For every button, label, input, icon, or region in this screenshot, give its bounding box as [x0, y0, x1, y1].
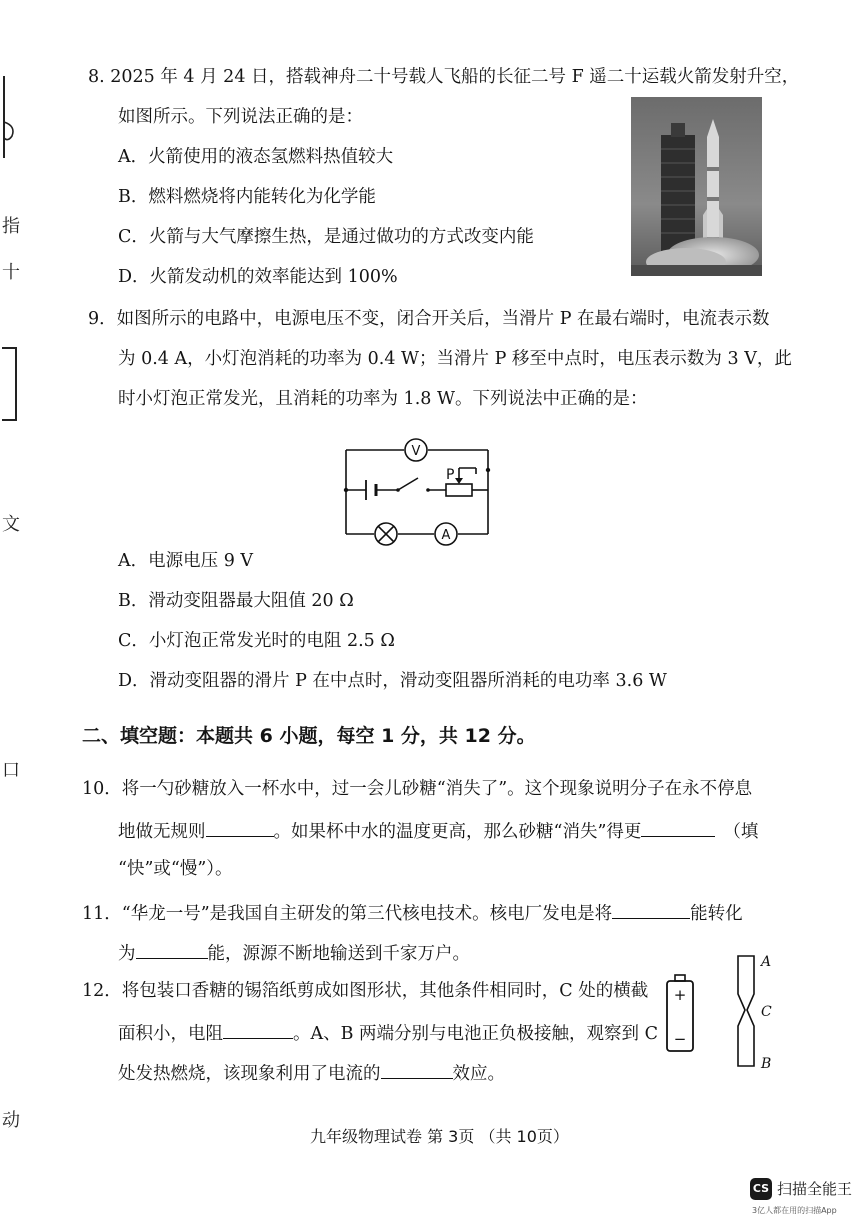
q9-line1: 9．如图所示的电路中，电源电压不变，闭合开关后，当滑片 P 在最右端时，电流表示数: [88, 309, 770, 329]
q10-blank-1[interactable]: [206, 818, 274, 837]
scanner-brand: 扫描全能王: [777, 1180, 853, 1198]
battery-minus-sign: −: [673, 1030, 687, 1048]
q12-line1: 12．将包装口香糖的锡箔纸剪成如图形状，其他条件相同时，C 处的横截: [82, 981, 649, 1001]
q9-line2: 为 0.4 A，小灯泡消耗的功率为 0.4 W；当滑片 P 移至中点时，电压表示数为 3 V，此: [118, 349, 792, 369]
q11-line1-part1: 11．“华龙一号”是我国自主研发的第三代核电技术。核电厂发电是将: [82, 904, 613, 924]
q12-line3: [118, 1060, 505, 1085]
q10-line2-part1: 地做无规则: [118, 822, 206, 842]
q9-option-c: C．小灯泡正常发光时的电阻 2.5 Ω: [118, 631, 395, 651]
scanner-tagline: 3亿人都在用的扫描App: [752, 1206, 837, 1215]
rocket-launch-photo: [631, 97, 762, 276]
q10-line2-part2: 。如果杯中水的温度更高，那么砂糖“消失”得更: [273, 822, 642, 842]
circuit-diagram: [336, 432, 502, 550]
q11-line1: [82, 900, 743, 925]
q8-option-d: D．火箭发动机的效率能达到 100%: [118, 267, 398, 287]
margin-char-4: 口: [2, 760, 20, 781]
ammeter-label: A: [441, 528, 451, 543]
slider-label: P: [446, 467, 455, 483]
foil-label-c: C: [761, 1004, 772, 1020]
foil-label-a: A: [761, 954, 772, 970]
q8-option-c: C．火箭与大气摩擦生热，是通过做功的方式改变内能: [118, 227, 534, 247]
q10-blank-2[interactable]: [641, 818, 715, 837]
q10-line2-part3: （填: [723, 822, 759, 842]
q12-blank-1[interactable]: [223, 1020, 293, 1039]
margin-bracket: [0, 346, 20, 422]
q8-line1: 8. 2025 年 4 月 24 日，搭载神舟二十号载人飞船的长征二号 F 遥二十运载火箭发射升空，: [88, 67, 800, 87]
foil-label-b: B: [761, 1056, 772, 1072]
q8-option-b: B．燃料燃烧将内能转化为化学能: [118, 187, 376, 207]
foil-diagram: [732, 950, 780, 1072]
q9-option-a: A．电源电压 9 V: [118, 551, 254, 571]
q11-blank-1[interactable]: [612, 900, 690, 919]
voltmeter-label: V: [411, 444, 421, 459]
q11-line1-part2: 能转化: [690, 904, 743, 924]
battery-diagram: [664, 974, 696, 1054]
margin-char-3: 文: [2, 514, 20, 535]
q10-line3: “快”或“慢”）。: [118, 859, 233, 879]
q11-line2-part2: 能，源源不断地输送到千家万户。: [207, 944, 470, 964]
margin-char-2: 十: [2, 262, 20, 283]
q10-line2: [118, 818, 758, 843]
q12-line3-part1: 处发热燃烧，该现象利用了电流的: [118, 1064, 381, 1084]
q12-blank-2[interactable]: [381, 1060, 453, 1079]
q11-line2-part1: 为: [118, 944, 136, 964]
q9-line3: 时小灯泡正常发光，且消耗的功率为 1.8 W。下列说法中正确的是：: [118, 389, 648, 409]
q9-option-b: B．滑动变阻器最大阻值 20 Ω: [118, 591, 354, 611]
section-2-title: 二、填空题：本题共 6 小题，每空 1 分，共 12 分。: [82, 725, 536, 747]
q8-option-a: A．火箭使用的液态氢燃料热值较大: [118, 147, 394, 167]
q12-line2-part1: 面积小，电阻: [118, 1024, 223, 1044]
margin-binding-mark: [0, 72, 22, 162]
margin-char-1: 指: [2, 216, 20, 237]
q12-line3-part2: 效应。: [452, 1064, 505, 1084]
q12-line2-part2: 。A、B 两端分别与电池正负极接触，观察到 C: [293, 1024, 659, 1044]
page-footer: 九年级物理试卷 第 3页 （共 10页）: [310, 1127, 569, 1146]
q9-option-d: D．滑动变阻器的滑片 P 在中点时，滑动变阻器所消耗的电功率 3.6 W: [118, 671, 667, 691]
q11-line2: [118, 940, 470, 965]
q11-blank-2[interactable]: [136, 940, 208, 959]
scanner-logo-icon: CS: [750, 1178, 772, 1200]
q8-line2: 如图所示。下列说法正确的是：: [118, 107, 363, 127]
q12-line2: [118, 1020, 658, 1045]
battery-plus-sign: +: [673, 986, 687, 1004]
q10-line1: 10．将一勺砂糖放入一杯水中，过一会儿砂糖“消失了”。这个现象说明分子在永不停息: [82, 779, 753, 799]
margin-char-5: 动: [2, 1110, 20, 1131]
